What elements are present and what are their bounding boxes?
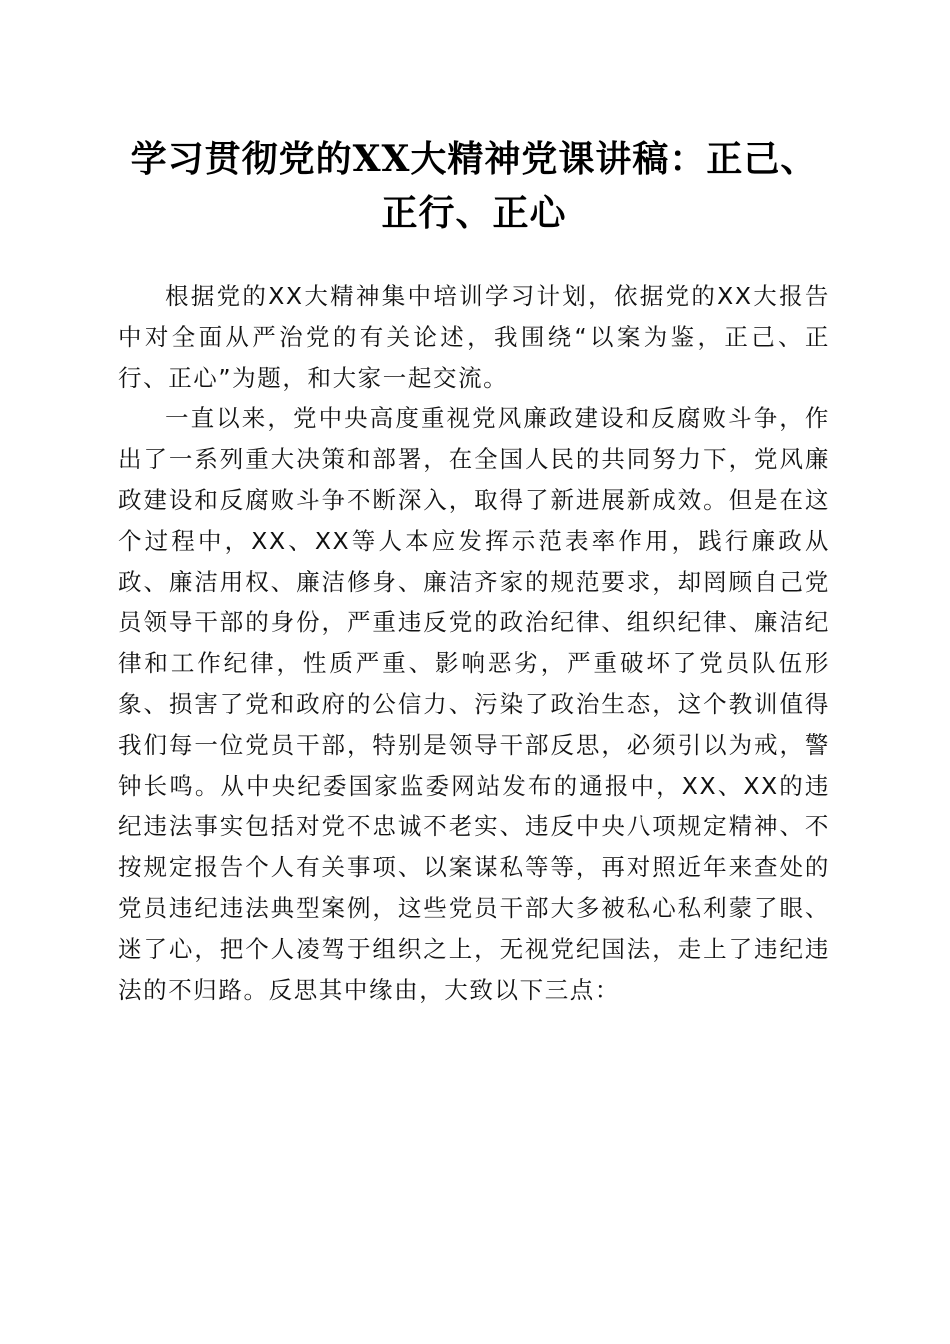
- paragraph-intro: 根据党的XX大精神集中培训学习计划，依据党的XX大报告中对全面从严治党的有关论述，我围绕“以案为鉴，正己、正行、正心”为题，和大家一起交流。: [118, 282, 830, 392]
- paragraph-background: 一直以来，党中央高度重视党风廉政建设和反腐败斗争，作出了一系列重大决策和部署，在全国人民的共同努力下，党风廉政建设和反腐败斗争不断深入，取得了新进展新成效。但是在这个过程中，XX、XX等人本应发挥示范表率作用，践行廉政从政、廉洁用权、廉洁修身、廉洁齐家的规范要求，却罔顾自己党员领导干部的身份，严重违反党的政治纪律、组织纪律、廉洁纪律和工作纪律，性质严重、影响恶劣，严重破坏了党员队伍形象、损害了党和政府的公信力、污染了政治生态，这个教训值得我们每一位党员干部，特别是领导干部反思，必须引以为戒，警钟长鸣。从中央纪委国家监委网站发布的通报中，XX、XX的违纪违法事实包括对党不忠诚不老实、违反中央八项规定精神、不按规定报告个人有关事项、以案谋私等等，再对照近年来查处的党员违纪违法典型案例，这些党员干部大多被私心私利蒙了眼、迷了心，把个人凌驾于组织之上，无视党纪国法，走上了违纪违法的不归路。反思其中缘由，大致以下三点：: [118, 404, 830, 1004]
- document-title: 学习贯彻党的XX大精神党课讲稿：正己、正行、正心: [130, 138, 818, 234]
- document-body: [118, 276, 830, 1010]
